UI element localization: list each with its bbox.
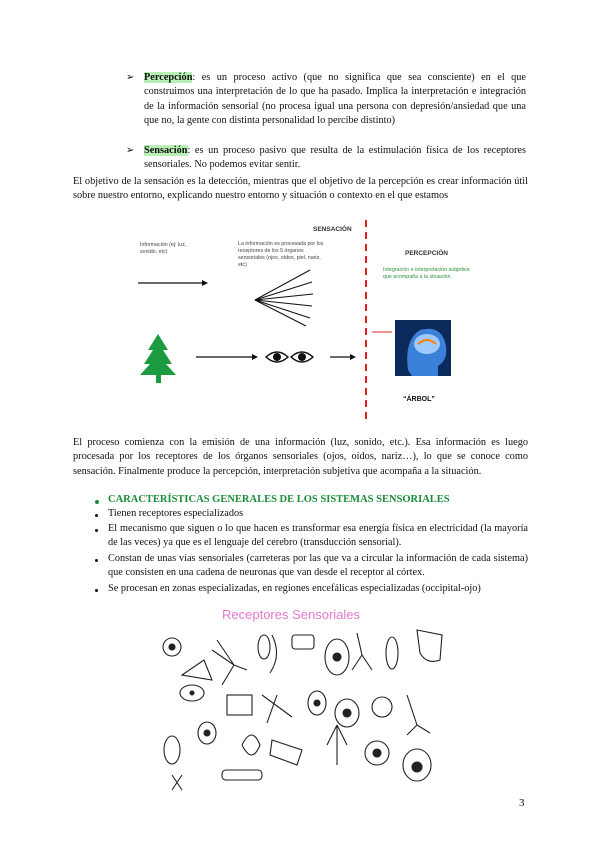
bullet-icon [95,589,98,592]
list-item: Tienen receptores especializados [108,508,244,519]
definition-text: : es un proceso activo (que no significa que sea consciente) en el que construimos una interpretación de lo que ha pasado. Implica la interpretación e integración de la información sensorial (no procesa igual una persona con depresión/ansiedad que una que no, la gente con distinta personalidad lo percibe distinto) [144,72,526,127]
brain-head-icon [395,320,451,376]
list-item: Se procesan en zonas especializadas, en regiones encefálicas especializadas (occipital-ojo) [108,583,481,594]
term-sensacion: Sensación [144,145,188,156]
sensation-perception-diagram [120,220,500,430]
sensory-receptors-illustration [152,625,452,795]
page-number: 3 [519,797,525,809]
definition-sensacion [144,144,526,173]
eyes-icon [266,352,313,362]
arrow-bullet-icon: ➢ [126,72,135,83]
bullet-icon [95,500,99,504]
bullet-icon [95,529,98,532]
list-item: El mecanismo que siguen o lo que hacen es transformar esa energía física en electricidad (la mayoría de las veces) ya que es el lenguaje del cerebro (transducción sensorial). [108,523,528,549]
arrow-bullet-icon: ➢ [126,145,135,156]
term-percepcion: Percepción [144,72,193,83]
percepcion-title: PERCEPCIÓN [405,250,448,257]
list-item: Constan de unas vías sensoriales (carreteras por las que va a circular la información de cada sistema) que consisten en una cadena de neuronas que van desde el receptor al córtex. [108,553,528,579]
sensacion-desc: La información es procesada por los receptores de los 5 órganos sensoriales (ojos, oídos, piel, nariz, etc) [238,241,324,268]
info-label: Información (ej: luz, sonido, etc) [140,242,187,255]
receptors-title: Receptores Sensoriales [222,607,361,622]
process-paragraph: El proceso comienza con la emisión de una información (luz, sonido, etc.). Esa información es luego procesada por los receptores de los órganos sensoriales (ojos, oídos, nariz…), lo que se conoce como sensación. Finalmente produce la percepción, interpretación subjetiva que acompaña a la situación. [73,437,528,477]
bullet-icon [95,559,98,562]
percepcion-desc: Integración e interpretación subjetiva que acompaña a la situación. [383,267,470,280]
arbol-label: “ÁRBOL” [403,396,435,403]
objective-paragraph: El objetivo de la sensación es la detección, mientras que el objetivo de la percepción es crear información útil sobre nuestro entorno, explicando nuestro entorno y situación o contexto en el que estamos [73,176,528,202]
sensacion-title: SENSACIÓN [313,226,352,233]
diagram-graphics [120,220,500,430]
section-heading: CARACTERÍSTICAS GENERALES DE LOS SISTEMAS SENSORIALES [108,494,450,505]
definition-text: : es un proceso pasivo que resulta de la estimulación física de los receptores sensoriales. No podemos evitar sentir. [144,145,526,171]
definition-percepcion [144,71,526,129]
tree-icon [140,334,176,383]
bullet-icon [95,514,98,517]
